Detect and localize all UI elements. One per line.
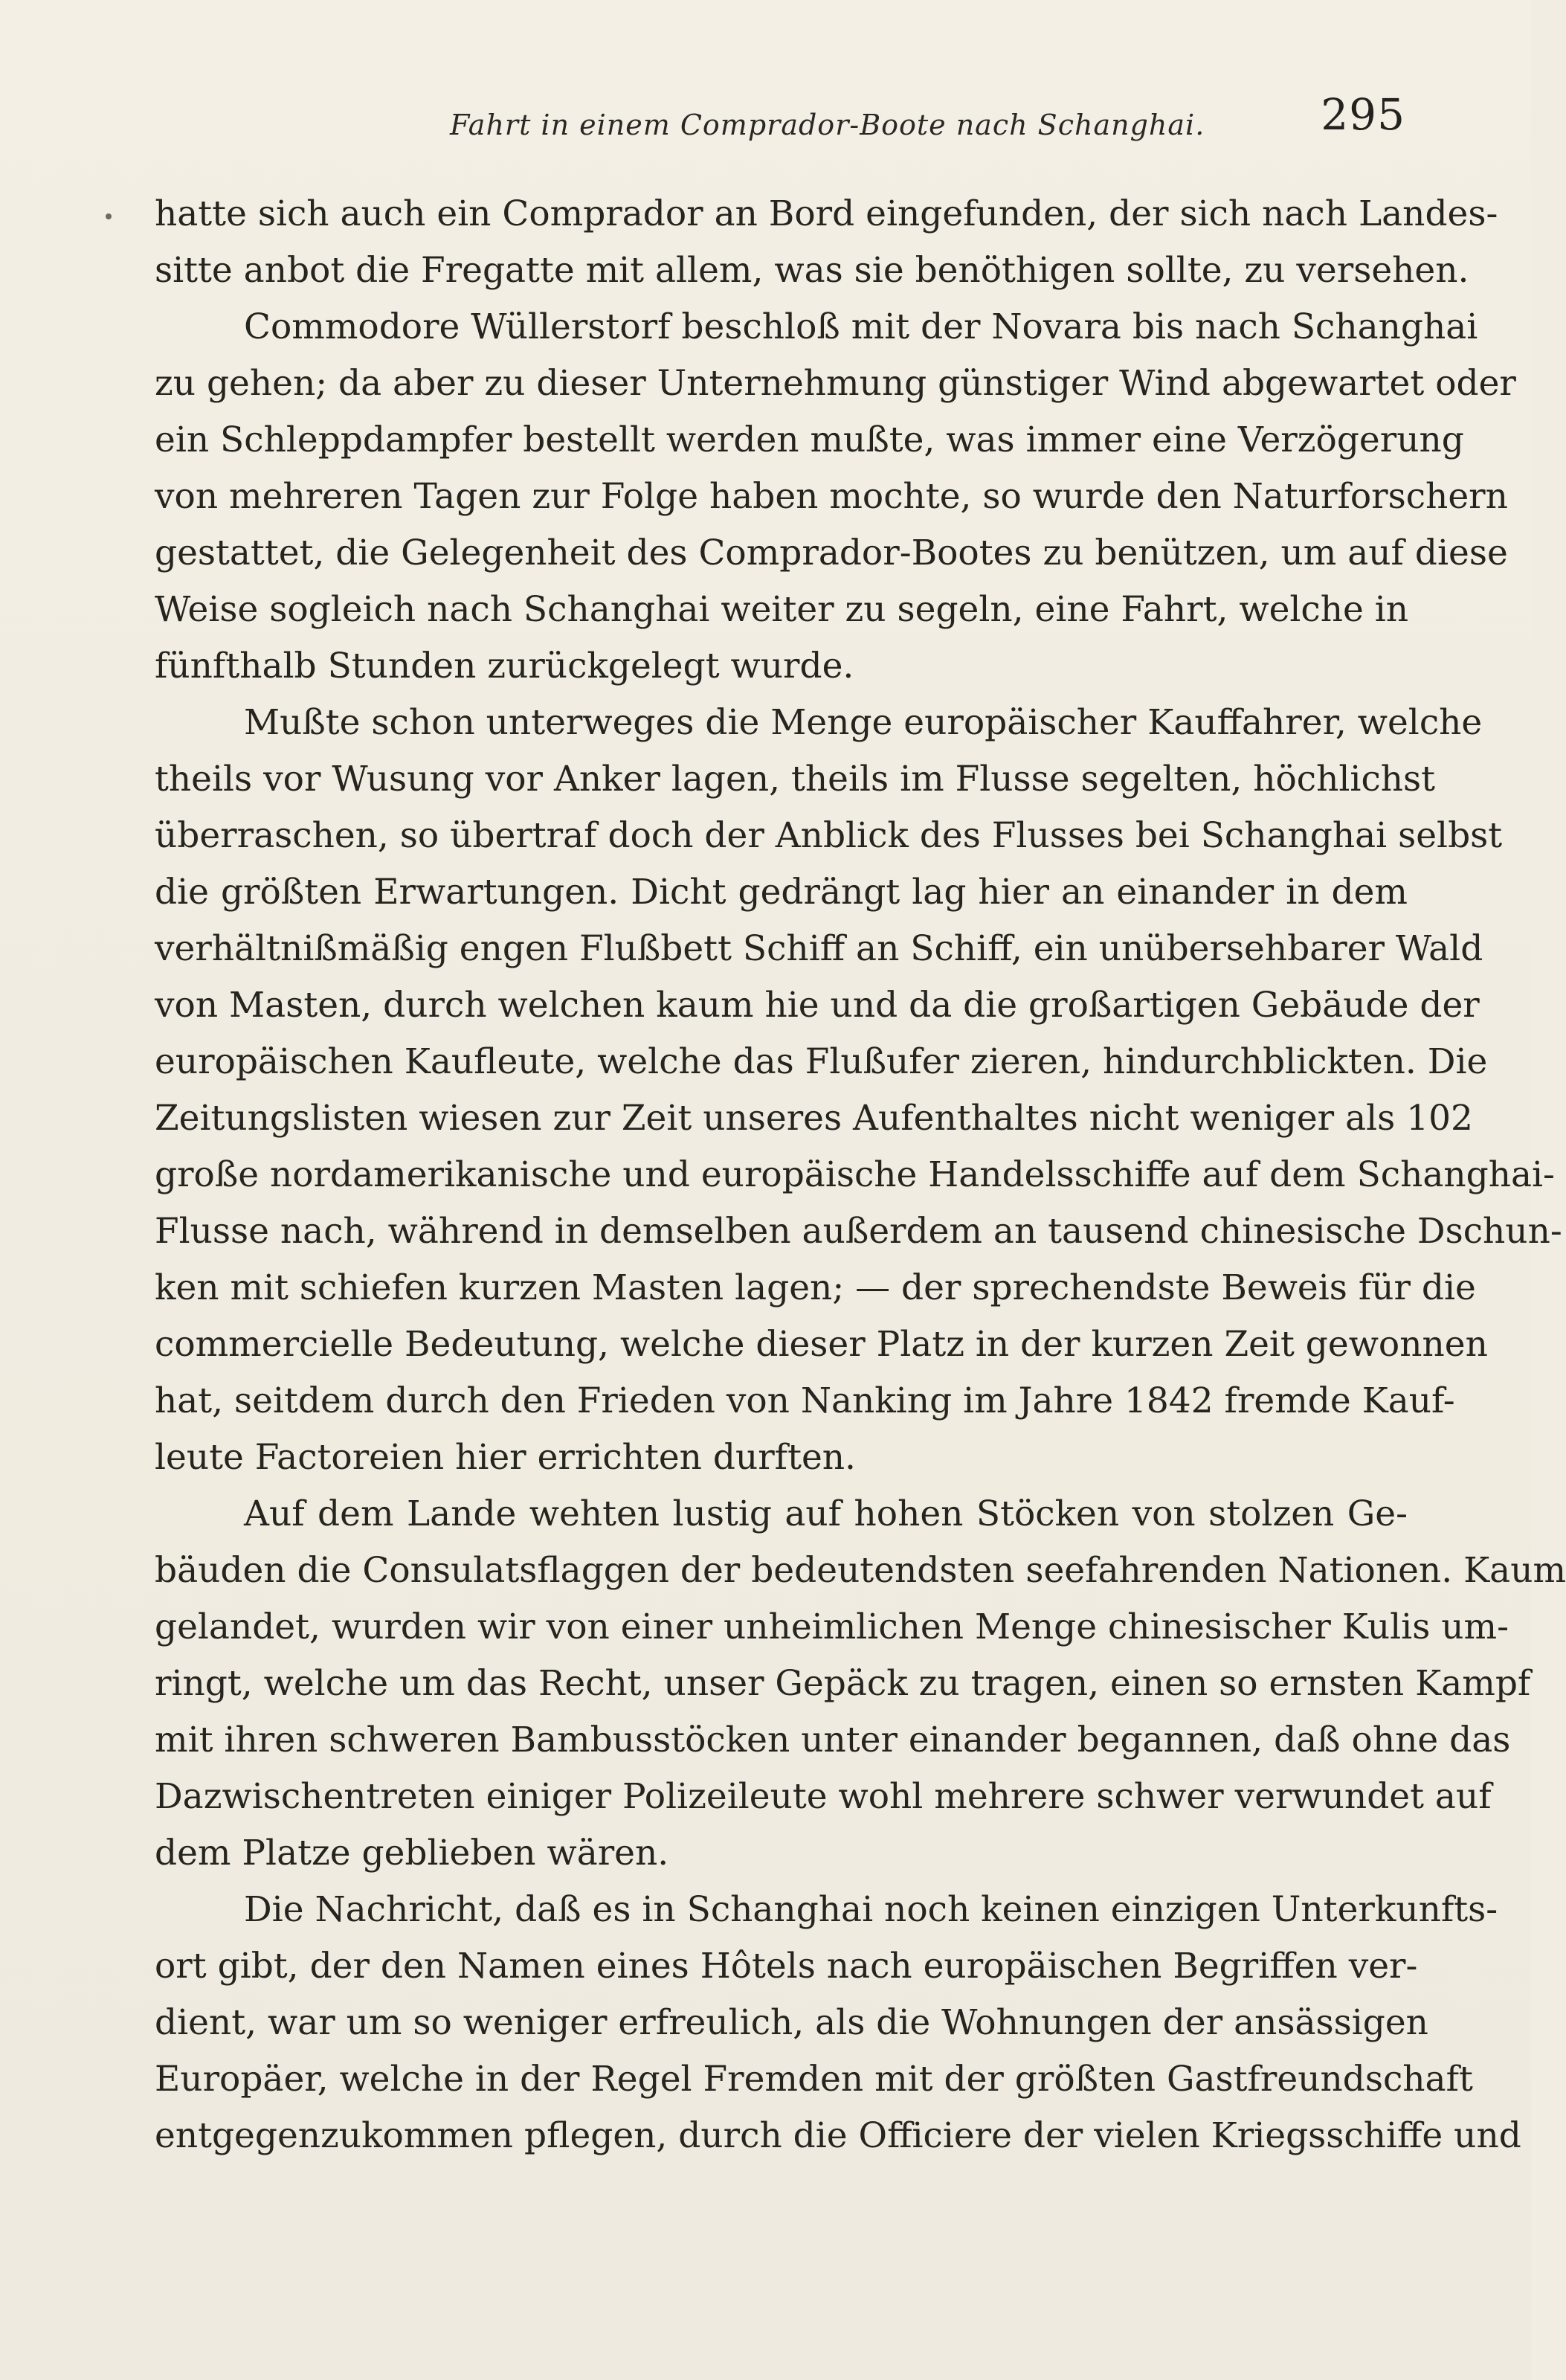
text-line: von Masten, durch welchen kaum hie und da die großartigen Gebäude der — [155, 985, 1480, 1026]
text-line: große nordamerikanische und europäische Handelsschiffe auf dem Schanghai- — [155, 1154, 1555, 1195]
text-line: die größten Erwartungen. Dicht gedrängt lag hier an einander in dem — [155, 872, 1408, 913]
text-line: Mußte schon unterweges die Menge europäischer Kauffahrer, welche — [244, 702, 1483, 743]
text-line: dem Platze geblieben wären. — [155, 1833, 669, 1874]
text-line: theils vor Wusung vor Anker lagen, theils im Flusse segelten, höchlichst — [155, 759, 1436, 800]
text-line: verhältnißmäßig engen Flußbett Schiff an Schiff, ein unübersehbarer Wald — [155, 928, 1483, 969]
text-line: ort gibt, der den Namen eines Hôtels nach europäischen Begriffen ver- — [155, 1946, 1418, 1987]
page-number: 295 — [1321, 89, 1405, 140]
text-line: dient, war um so weniger erfreulich, als die Wohnungen der ansässigen — [155, 2002, 1428, 2043]
text-line: ein Schleppdampfer bestellt werden mußte, was immer eine Verzögerung — [155, 419, 1464, 460]
text-line: Zeitungslisten wiesen zur Zeit unseres Aufenthaltes nicht weniger als 102 — [155, 1098, 1473, 1139]
text-line: Flusse nach, während in demselben außerdem an tausend chinesische Dschun- — [155, 1211, 1562, 1252]
text-line: hatte sich auch ein Comprador an Bord eingefunden, der sich nach Landes- — [155, 193, 1498, 234]
text-line: Commodore Wüllerstorf beschloß mit der Novara bis nach Schanghai — [244, 306, 1478, 347]
text-line: entgegenzukommen pflegen, durch die Officiere der vielen Kriegsschiffe und — [155, 2115, 1521, 2156]
text-line: überraschen, so übertraf doch der Anblick des Flusses bei Schanghai selbst — [155, 815, 1503, 856]
text-line: Dazwischentreten einiger Polizeileute wohl mehrere schwer verwundet auf — [155, 1776, 1492, 1817]
text-line: von mehreren Tagen zur Folge haben mochte, so wurde den Naturforschern — [155, 476, 1508, 517]
text-line: leute Factoreien hier errichten durften. — [155, 1437, 856, 1478]
text-line: fünfthalb Stunden zurückgelegt wurde. — [155, 646, 854, 686]
body-text — [155, 186, 1566, 2164]
text-line: bäuden die Consulatsflaggen der bedeutendsten seefahrenden Nationen. Kaum — [155, 1550, 1566, 1591]
text-line: Weise sogleich nach Schanghai weiter zu segeln, eine Fahrt, welche in — [155, 589, 1409, 630]
text-line: mit ihren schweren Bambusstöcken unter einander begannen, daß ohne das — [155, 1720, 1511, 1760]
text-line: Europäer, welche in der Regel Fremden mit der größten Gastfreundschaft — [155, 2059, 1473, 2100]
text-line: zu gehen; da aber zu dieser Unternehmung günstiger Wind abgewartet oder — [155, 363, 1516, 404]
text-line: sitte anbot die Fregatte mit allem, was sie benöthigen sollte, zu versehen. — [155, 250, 1469, 291]
text-line: Auf dem Lande wehten lustig auf hohen Stöcken von stolzen Ge- — [244, 1493, 1408, 1534]
text-line: commercielle Bedeutung, welche dieser Platz in der kurzen Zeit gewonnen — [155, 1324, 1488, 1365]
text-line: gestattet, die Gelegenheit des Comprador-Bootes zu benützen, um auf diese — [155, 533, 1508, 573]
ink-speck — [106, 213, 112, 219]
text-line: Die Nachricht, daß es in Schanghai noch keinen einzigen Unterkunfts- — [244, 1889, 1498, 1930]
text-line: ken mit schiefen kurzen Masten lagen; — der sprechendste Beweis für die — [155, 1267, 1476, 1308]
text-line: hat, seitdem durch den Frieden von Nanking im Jahre 1842 fremde Kauf- — [155, 1380, 1455, 1421]
text-line: ringt, welche um das Recht, unser Gepäck zu tragen, einen so ernsten Kampf — [155, 1663, 1531, 1704]
text-line: europäischen Kaufleute, welche das Flußufer zieren, hindurchblickten. Die — [155, 1041, 1488, 1082]
text-line: gelandet, wurden wir von einer unheimlichen Menge chinesischer Kulis um- — [155, 1606, 1509, 1647]
running-head — [156, 88, 1405, 155]
running-title: Fahrt in einem Comprador-Boote nach Schanghai. — [450, 109, 1205, 141]
